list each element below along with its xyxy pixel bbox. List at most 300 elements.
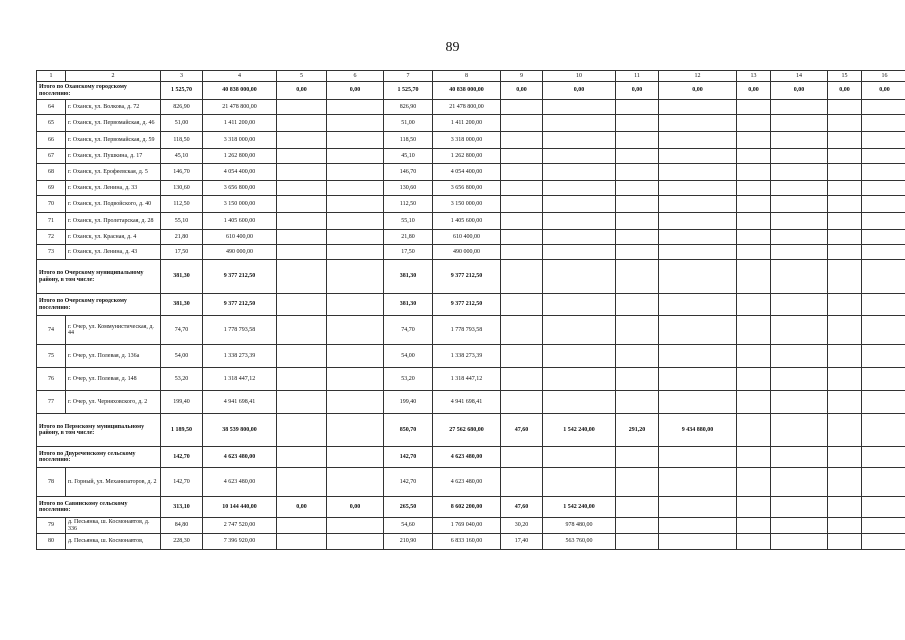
value-cell-col-4: 38 539 800,00 bbox=[203, 414, 277, 447]
value-cell-col-13 bbox=[737, 181, 771, 196]
value-cell-col-4: 4 941 698,41 bbox=[203, 391, 277, 414]
value-cell-col-9: 30,20 bbox=[501, 518, 543, 534]
value-cell-col-13 bbox=[737, 294, 771, 316]
value-cell-col-15 bbox=[828, 213, 862, 230]
value-cell-col-15 bbox=[828, 181, 862, 196]
value-cell-col-3: 54,00 bbox=[161, 345, 203, 368]
value-cell-col-6 bbox=[327, 518, 384, 534]
row-number: 78 bbox=[37, 468, 66, 497]
value-cell-col-9: 47,60 bbox=[501, 497, 543, 518]
value-cell-col-8: 27 562 680,00 bbox=[433, 414, 501, 447]
address-cell: г. Очер, ул. Полевая, д. 148 bbox=[66, 368, 161, 391]
value-cell-col-15 bbox=[828, 196, 862, 213]
value-cell-col-15 bbox=[828, 245, 862, 260]
row-number: 76 bbox=[37, 368, 66, 391]
value-cell-col-8: 1 769 040,00 bbox=[433, 518, 501, 534]
value-cell-col-5 bbox=[277, 196, 327, 213]
value-cell-col-8: 1 411 200,00 bbox=[433, 115, 501, 132]
value-cell-col-16 bbox=[862, 534, 905, 550]
value-cell-col-11 bbox=[616, 245, 659, 260]
row-number: 64 bbox=[37, 100, 66, 115]
value-cell-col-16 bbox=[862, 164, 905, 181]
value-cell-col-6 bbox=[327, 213, 384, 230]
value-cell-col-15 bbox=[828, 164, 862, 181]
value-cell-col-14 bbox=[771, 414, 828, 447]
row-number: 66 bbox=[37, 132, 66, 149]
data-table bbox=[36, 70, 905, 550]
value-cell-col-3: 17,50 bbox=[161, 245, 203, 260]
page-number: 89 bbox=[445, 40, 460, 55]
value-cell-col-5 bbox=[277, 447, 327, 468]
value-cell-col-6 bbox=[327, 132, 384, 149]
value-cell-col-4: 1 318 447,12 bbox=[203, 368, 277, 391]
value-cell-col-3: 45,10 bbox=[161, 149, 203, 164]
column-header: 3 bbox=[161, 71, 203, 82]
value-cell-col-3: 228,30 bbox=[161, 534, 203, 550]
value-cell-col-9 bbox=[501, 100, 543, 115]
subtotal-label: Итого по Оханскому городскому поселению: bbox=[37, 82, 161, 100]
value-cell-col-11 bbox=[616, 196, 659, 213]
value-cell-col-12 bbox=[659, 260, 737, 294]
value-cell-col-11: 291,20 bbox=[616, 414, 659, 447]
row-number: 71 bbox=[37, 213, 66, 230]
value-cell-col-14 bbox=[771, 181, 828, 196]
value-cell-col-6: 0,00 bbox=[327, 82, 384, 100]
value-cell-col-5 bbox=[277, 468, 327, 497]
value-cell-col-16 bbox=[862, 260, 905, 294]
value-cell-col-9 bbox=[501, 230, 543, 245]
address-cell: д. Песьянка, ш. Космонавтов, д. 336 bbox=[66, 518, 161, 534]
row-number: 77 bbox=[37, 391, 66, 414]
table-row bbox=[37, 518, 905, 534]
value-cell-col-10 bbox=[543, 115, 616, 132]
value-cell-col-8: 21 478 800,00 bbox=[433, 100, 501, 115]
value-cell-col-6 bbox=[327, 316, 384, 345]
subtotal-row bbox=[37, 447, 905, 468]
value-cell-col-5 bbox=[277, 100, 327, 115]
value-cell-col-12 bbox=[659, 468, 737, 497]
value-cell-col-10 bbox=[543, 345, 616, 368]
value-cell-col-7: 55,10 bbox=[384, 213, 433, 230]
value-cell-col-15 bbox=[828, 260, 862, 294]
value-cell-col-8: 4 623 480,00 bbox=[433, 468, 501, 497]
row-number: 68 bbox=[37, 164, 66, 181]
table-row bbox=[37, 230, 905, 245]
value-cell-col-8: 8 602 200,00 bbox=[433, 497, 501, 518]
value-cell-col-15 bbox=[828, 149, 862, 164]
value-cell-col-13 bbox=[737, 534, 771, 550]
value-cell-col-6 bbox=[327, 534, 384, 550]
table-row bbox=[37, 534, 905, 550]
value-cell-col-10 bbox=[543, 100, 616, 115]
value-cell-col-8: 4 623 480,00 bbox=[433, 447, 501, 468]
value-cell-col-3: 826,90 bbox=[161, 100, 203, 115]
value-cell-col-9: 47,60 bbox=[501, 414, 543, 447]
value-cell-col-8: 4 054 400,00 bbox=[433, 164, 501, 181]
address-cell: г. Оханск, ул. Волкова, д. 72 bbox=[66, 100, 161, 115]
value-cell-col-15 bbox=[828, 497, 862, 518]
value-cell-col-16 bbox=[862, 196, 905, 213]
value-cell-col-13 bbox=[737, 414, 771, 447]
value-cell-col-12 bbox=[659, 230, 737, 245]
address-cell: г. Оханск, ул. Подвойского, д. 40 bbox=[66, 196, 161, 213]
value-cell-col-16 bbox=[862, 132, 905, 149]
value-cell-col-5 bbox=[277, 213, 327, 230]
value-cell-col-6 bbox=[327, 196, 384, 213]
value-cell-col-7: 381,30 bbox=[384, 260, 433, 294]
value-cell-col-14 bbox=[771, 230, 828, 245]
value-cell-col-11 bbox=[616, 534, 659, 550]
value-cell-col-15 bbox=[828, 414, 862, 447]
value-cell-col-12 bbox=[659, 345, 737, 368]
column-number-row bbox=[37, 71, 905, 82]
value-cell-col-14 bbox=[771, 391, 828, 414]
value-cell-col-8: 9 377 212,50 bbox=[433, 260, 501, 294]
value-cell-col-6: 0,00 bbox=[327, 497, 384, 518]
table-row bbox=[37, 132, 905, 149]
value-cell-col-14 bbox=[771, 213, 828, 230]
row-number: 70 bbox=[37, 196, 66, 213]
value-cell-col-5 bbox=[277, 260, 327, 294]
value-cell-col-12 bbox=[659, 100, 737, 115]
value-cell-col-14 bbox=[771, 447, 828, 468]
value-cell-col-11 bbox=[616, 518, 659, 534]
address-cell: г. Оханск, ул. Ленина, д. 43 bbox=[66, 245, 161, 260]
value-cell-col-4: 3 656 800,00 bbox=[203, 181, 277, 196]
row-number: 75 bbox=[37, 345, 66, 368]
value-cell-col-11 bbox=[616, 294, 659, 316]
value-cell-col-11 bbox=[616, 368, 659, 391]
value-cell-col-10 bbox=[543, 468, 616, 497]
value-cell-col-7: 45,10 bbox=[384, 149, 433, 164]
value-cell-col-6 bbox=[327, 391, 384, 414]
value-cell-col-3: 142,70 bbox=[161, 447, 203, 468]
value-cell-col-14 bbox=[771, 345, 828, 368]
value-cell-col-3: 53,20 bbox=[161, 368, 203, 391]
value-cell-col-16 bbox=[862, 468, 905, 497]
value-cell-col-6 bbox=[327, 164, 384, 181]
subtotal-label: Итого по Очерскому городскому поселению: bbox=[37, 294, 161, 316]
value-cell-col-12 bbox=[659, 294, 737, 316]
value-cell-col-11 bbox=[616, 447, 659, 468]
address-cell: г. Оханск, ул. Пролетарская, д. 28 bbox=[66, 213, 161, 230]
value-cell-col-8: 3 318 000,00 bbox=[433, 132, 501, 149]
value-cell-col-15 bbox=[828, 447, 862, 468]
value-cell-col-7: 17,50 bbox=[384, 245, 433, 260]
value-cell-col-12 bbox=[659, 149, 737, 164]
value-cell-col-13 bbox=[737, 213, 771, 230]
value-cell-col-15 bbox=[828, 230, 862, 245]
value-cell-col-8: 1 338 273,39 bbox=[433, 345, 501, 368]
value-cell-col-13 bbox=[737, 316, 771, 345]
value-cell-col-6 bbox=[327, 294, 384, 316]
value-cell-col-16 bbox=[862, 345, 905, 368]
table-row bbox=[37, 468, 905, 497]
table-row bbox=[37, 345, 905, 368]
value-cell-col-16 bbox=[862, 368, 905, 391]
value-cell-col-11: 0,00 bbox=[616, 82, 659, 100]
value-cell-col-15 bbox=[828, 132, 862, 149]
value-cell-col-11 bbox=[616, 213, 659, 230]
value-cell-col-7: 142,70 bbox=[384, 468, 433, 497]
address-cell: г. Оханск, ул. Пушкина, д. 17 bbox=[66, 149, 161, 164]
value-cell-col-14 bbox=[771, 497, 828, 518]
value-cell-col-15 bbox=[828, 294, 862, 316]
table-row bbox=[37, 181, 905, 196]
value-cell-col-14 bbox=[771, 534, 828, 550]
address-cell: г. Оханск, ул. Первомайская, д. 46 bbox=[66, 115, 161, 132]
value-cell-col-13 bbox=[737, 132, 771, 149]
value-cell-col-13 bbox=[737, 447, 771, 468]
value-cell-col-8: 1 405 600,00 bbox=[433, 213, 501, 230]
value-cell-col-4: 21 478 800,00 bbox=[203, 100, 277, 115]
value-cell-col-12 bbox=[659, 115, 737, 132]
value-cell-col-6 bbox=[327, 230, 384, 245]
value-cell-col-8: 490 000,00 bbox=[433, 245, 501, 260]
value-cell-col-11 bbox=[616, 468, 659, 497]
value-cell-col-9 bbox=[501, 316, 543, 345]
value-cell-col-13 bbox=[737, 518, 771, 534]
value-cell-col-6 bbox=[327, 115, 384, 132]
value-cell-col-14 bbox=[771, 196, 828, 213]
value-cell-col-12 bbox=[659, 534, 737, 550]
value-cell-col-12 bbox=[659, 245, 737, 260]
value-cell-col-3: 146,70 bbox=[161, 164, 203, 181]
value-cell-col-10: 978 480,00 bbox=[543, 518, 616, 534]
value-cell-col-3: 1 525,70 bbox=[161, 82, 203, 100]
table-row bbox=[37, 245, 905, 260]
value-cell-col-15 bbox=[828, 391, 862, 414]
column-header: 7 bbox=[384, 71, 433, 82]
value-cell-col-5: 0,00 bbox=[277, 497, 327, 518]
value-cell-col-16 bbox=[862, 245, 905, 260]
value-cell-col-11 bbox=[616, 230, 659, 245]
value-cell-col-9 bbox=[501, 294, 543, 316]
value-cell-col-9: 17,40 bbox=[501, 534, 543, 550]
value-cell-col-3: 21,80 bbox=[161, 230, 203, 245]
value-cell-col-10 bbox=[543, 181, 616, 196]
value-cell-col-8: 4 941 698,41 bbox=[433, 391, 501, 414]
value-cell-col-8: 40 838 000,00 bbox=[433, 82, 501, 100]
value-cell-col-11 bbox=[616, 100, 659, 115]
value-cell-col-7: 146,70 bbox=[384, 164, 433, 181]
value-cell-col-10 bbox=[543, 316, 616, 345]
value-cell-col-10 bbox=[543, 196, 616, 213]
value-cell-col-4: 9 377 212,50 bbox=[203, 294, 277, 316]
value-cell-col-5 bbox=[277, 316, 327, 345]
value-cell-col-14 bbox=[771, 164, 828, 181]
value-cell-col-13 bbox=[737, 245, 771, 260]
value-cell-col-7: 265,50 bbox=[384, 497, 433, 518]
table-row bbox=[37, 368, 905, 391]
value-cell-col-5 bbox=[277, 414, 327, 447]
value-cell-col-11 bbox=[616, 260, 659, 294]
value-cell-col-10 bbox=[543, 368, 616, 391]
value-cell-col-7: 74,70 bbox=[384, 316, 433, 345]
value-cell-col-9: 0,00 bbox=[501, 82, 543, 100]
row-number: 79 bbox=[37, 518, 66, 534]
value-cell-col-4: 1 778 793,58 bbox=[203, 316, 277, 345]
value-cell-col-14 bbox=[771, 518, 828, 534]
value-cell-col-4: 1 411 200,00 bbox=[203, 115, 277, 132]
subtotal-row bbox=[37, 260, 905, 294]
column-header: 1 bbox=[37, 71, 66, 82]
value-cell-col-6 bbox=[327, 149, 384, 164]
value-cell-col-5 bbox=[277, 132, 327, 149]
value-cell-col-7: 54,00 bbox=[384, 345, 433, 368]
row-number: 80 bbox=[37, 534, 66, 550]
value-cell-col-13: 0,00 bbox=[737, 82, 771, 100]
value-cell-col-4: 7 396 920,00 bbox=[203, 534, 277, 550]
value-cell-col-10 bbox=[543, 294, 616, 316]
value-cell-col-7: 1 525,70 bbox=[384, 82, 433, 100]
address-cell: д. Песьянка, ш. Космонавтов, bbox=[66, 534, 161, 550]
address-cell: г. Оханск, ул. Первомайская, д. 59 bbox=[66, 132, 161, 149]
value-cell-col-7: 850,70 bbox=[384, 414, 433, 447]
value-cell-col-6 bbox=[327, 414, 384, 447]
value-cell-col-16: 0,00 bbox=[862, 82, 905, 100]
value-cell-col-9 bbox=[501, 245, 543, 260]
column-header: 6 bbox=[327, 71, 384, 82]
value-cell-col-6 bbox=[327, 447, 384, 468]
value-cell-col-4: 610 400,00 bbox=[203, 230, 277, 245]
value-cell-col-8: 3 656 800,00 bbox=[433, 181, 501, 196]
value-cell-col-3: 130,60 bbox=[161, 181, 203, 196]
value-cell-col-4: 4 054 400,00 bbox=[203, 164, 277, 181]
value-cell-col-13 bbox=[737, 391, 771, 414]
value-cell-col-15 bbox=[828, 518, 862, 534]
value-cell-col-14 bbox=[771, 115, 828, 132]
value-cell-col-4: 1 338 273,39 bbox=[203, 345, 277, 368]
value-cell-col-12: 0,00 bbox=[659, 82, 737, 100]
value-cell-col-5 bbox=[277, 368, 327, 391]
value-cell-col-10 bbox=[543, 447, 616, 468]
value-cell-col-3: 51,00 bbox=[161, 115, 203, 132]
subtotal-label: Итого по Пермскому муниципальному району, в том числе: bbox=[37, 414, 161, 447]
value-cell-col-3: 55,10 bbox=[161, 213, 203, 230]
value-cell-col-12 bbox=[659, 368, 737, 391]
value-cell-col-4: 4 623 480,00 bbox=[203, 447, 277, 468]
value-cell-col-7: 112,50 bbox=[384, 196, 433, 213]
value-cell-col-10 bbox=[543, 164, 616, 181]
column-header: 2 bbox=[66, 71, 161, 82]
value-cell-col-13 bbox=[737, 368, 771, 391]
address-cell: г. Очер, ул. Полевая, д. 136а bbox=[66, 345, 161, 368]
value-cell-col-12 bbox=[659, 164, 737, 181]
value-cell-col-10 bbox=[543, 391, 616, 414]
column-header: 14 bbox=[771, 71, 828, 82]
row-number: 72 bbox=[37, 230, 66, 245]
value-cell-col-5 bbox=[277, 245, 327, 260]
value-cell-col-4: 4 623 480,00 bbox=[203, 468, 277, 497]
subtotal-label: Итого по Савинскому сельскому поселению: bbox=[37, 497, 161, 518]
value-cell-col-14 bbox=[771, 468, 828, 497]
value-cell-col-5 bbox=[277, 164, 327, 181]
subtotal-row bbox=[37, 294, 905, 316]
value-cell-col-4: 3 318 000,00 bbox=[203, 132, 277, 149]
value-cell-col-11 bbox=[616, 115, 659, 132]
value-cell-col-6 bbox=[327, 468, 384, 497]
value-cell-col-14 bbox=[771, 132, 828, 149]
value-cell-col-16 bbox=[862, 518, 905, 534]
value-cell-col-10 bbox=[543, 213, 616, 230]
value-cell-col-5 bbox=[277, 345, 327, 368]
value-cell-col-10: 1 542 240,00 bbox=[543, 497, 616, 518]
value-cell-col-11 bbox=[616, 497, 659, 518]
value-cell-col-6 bbox=[327, 345, 384, 368]
value-cell-col-16 bbox=[862, 213, 905, 230]
value-cell-col-9 bbox=[501, 391, 543, 414]
value-cell-col-12 bbox=[659, 497, 737, 518]
column-header: 12 bbox=[659, 71, 737, 82]
value-cell-col-13 bbox=[737, 100, 771, 115]
value-cell-col-16 bbox=[862, 391, 905, 414]
value-cell-col-11 bbox=[616, 132, 659, 149]
value-cell-col-14 bbox=[771, 149, 828, 164]
value-cell-col-3: 118,50 bbox=[161, 132, 203, 149]
value-cell-col-7: 118,50 bbox=[384, 132, 433, 149]
column-header: 13 bbox=[737, 71, 771, 82]
column-header: 11 bbox=[616, 71, 659, 82]
value-cell-col-12 bbox=[659, 391, 737, 414]
value-cell-col-5 bbox=[277, 391, 327, 414]
value-cell-col-14 bbox=[771, 294, 828, 316]
value-cell-col-9 bbox=[501, 345, 543, 368]
value-cell-col-10: 1 542 240,00 bbox=[543, 414, 616, 447]
value-cell-col-13 bbox=[737, 196, 771, 213]
value-cell-col-3: 381,30 bbox=[161, 260, 203, 294]
subtotal-label: Итого по Очерскому муниципальному району, в том числе: bbox=[37, 260, 161, 294]
value-cell-col-8: 3 150 000,00 bbox=[433, 196, 501, 213]
value-cell-col-6 bbox=[327, 181, 384, 196]
value-cell-col-9 bbox=[501, 468, 543, 497]
value-cell-col-11 bbox=[616, 181, 659, 196]
value-cell-col-13 bbox=[737, 115, 771, 132]
value-cell-col-13 bbox=[737, 468, 771, 497]
value-cell-col-5 bbox=[277, 518, 327, 534]
value-cell-col-5 bbox=[277, 534, 327, 550]
value-cell-col-16 bbox=[862, 294, 905, 316]
value-cell-col-8: 1 318 447,12 bbox=[433, 368, 501, 391]
value-cell-col-16 bbox=[862, 447, 905, 468]
value-cell-col-12 bbox=[659, 518, 737, 534]
value-cell-col-13 bbox=[737, 345, 771, 368]
value-cell-col-4: 3 150 000,00 bbox=[203, 196, 277, 213]
value-cell-col-5 bbox=[277, 115, 327, 132]
value-cell-col-8: 6 833 160,00 bbox=[433, 534, 501, 550]
column-header: 5 bbox=[277, 71, 327, 82]
value-cell-col-9 bbox=[501, 447, 543, 468]
column-header: 15 bbox=[828, 71, 862, 82]
value-cell-col-4: 9 377 212,50 bbox=[203, 260, 277, 294]
value-cell-col-12 bbox=[659, 181, 737, 196]
value-cell-col-7: 130,60 bbox=[384, 181, 433, 196]
value-cell-col-9 bbox=[501, 368, 543, 391]
value-cell-col-5 bbox=[277, 294, 327, 316]
table-row bbox=[37, 115, 905, 132]
value-cell-col-10: 563 760,00 bbox=[543, 534, 616, 550]
table-row bbox=[37, 316, 905, 345]
value-cell-col-10: 0,00 bbox=[543, 82, 616, 100]
value-cell-col-15: 0,00 bbox=[828, 82, 862, 100]
value-cell-col-13 bbox=[737, 230, 771, 245]
value-cell-col-4: 2 747 520,00 bbox=[203, 518, 277, 534]
value-cell-col-9 bbox=[501, 115, 543, 132]
row-number: 67 bbox=[37, 149, 66, 164]
value-cell-col-7: 381,30 bbox=[384, 294, 433, 316]
value-cell-col-15 bbox=[828, 534, 862, 550]
value-cell-col-12 bbox=[659, 447, 737, 468]
